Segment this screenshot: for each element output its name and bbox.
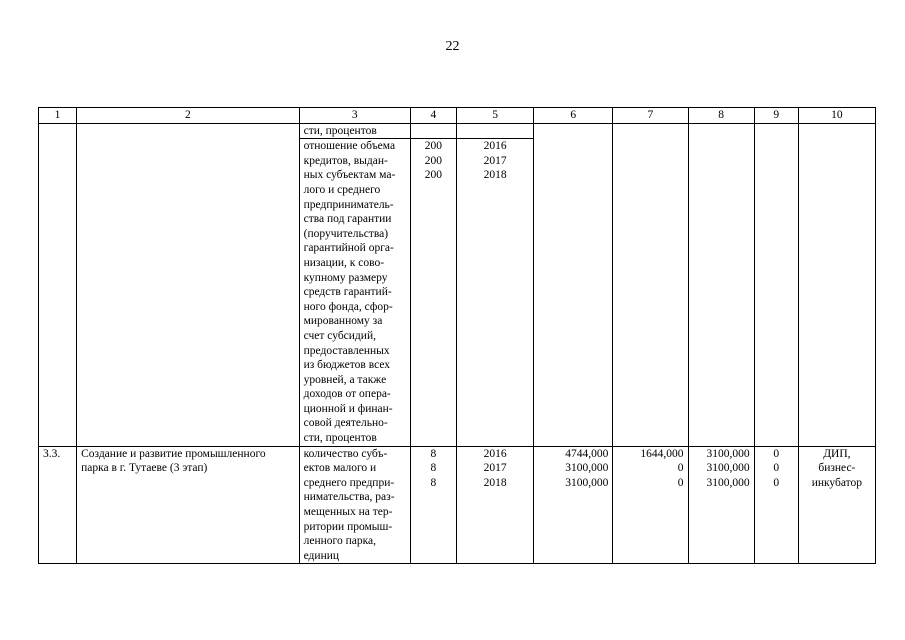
cell-indicator-cont bbox=[299, 139, 410, 446]
cell-indicator-head: сти, процентов bbox=[299, 123, 410, 139]
year: 2018 bbox=[483, 476, 507, 489]
value: 4744,000 bbox=[565, 447, 609, 460]
col-header-5: 5 bbox=[456, 108, 533, 124]
value: 1644,000 bbox=[640, 447, 684, 460]
value: 200 bbox=[424, 169, 443, 182]
cell-num: 3.3. bbox=[39, 446, 77, 564]
text-line: количество субъ- bbox=[303, 447, 388, 460]
value: 0 bbox=[773, 462, 780, 475]
value: 3100,000 bbox=[706, 447, 750, 460]
cell-num-cont bbox=[39, 123, 77, 446]
text-line: ДИП, bbox=[823, 447, 851, 460]
cell-col5-head bbox=[456, 123, 533, 139]
text-line: лого и среднего bbox=[303, 183, 381, 196]
value: 8 bbox=[430, 447, 437, 460]
value: 0 bbox=[677, 476, 684, 489]
value: 3100,000 bbox=[565, 462, 609, 475]
program-table bbox=[38, 107, 876, 564]
value: 0 bbox=[773, 447, 780, 460]
cell-col10 bbox=[798, 446, 875, 564]
text-line: нимательства, раз- bbox=[303, 491, 395, 504]
text-line: среднего предпри- bbox=[303, 476, 395, 489]
col-header-9: 9 bbox=[754, 108, 798, 124]
text-line: ных субъектам ма- bbox=[303, 169, 396, 182]
cell-col10-cont bbox=[798, 123, 875, 446]
value: 8 bbox=[430, 476, 437, 489]
col-header-10: 10 bbox=[798, 108, 875, 124]
value: 8 bbox=[430, 462, 437, 475]
value: 200 bbox=[424, 140, 443, 153]
year: 2017 bbox=[483, 462, 507, 475]
text-line: ектов малого и bbox=[303, 462, 377, 475]
text-line: сти, процентов bbox=[303, 432, 377, 445]
value: 3100,000 bbox=[565, 476, 609, 489]
text-line: совой деятельно- bbox=[303, 417, 388, 430]
text-line: парка в г. Тутаеве (3 этап) bbox=[81, 462, 208, 475]
cell-col7 bbox=[613, 446, 688, 564]
col-header-3: 3 bbox=[299, 108, 410, 124]
header-row bbox=[39, 108, 876, 124]
cell-col8 bbox=[688, 446, 754, 564]
text-line: ного фонда, сфор- bbox=[303, 300, 393, 313]
text-line: ленного парка, bbox=[303, 535, 376, 548]
year: 2018 bbox=[483, 169, 507, 182]
cell-name bbox=[77, 446, 300, 564]
text-line: ритории промыш- bbox=[303, 520, 393, 533]
text-line: (поручительства) bbox=[303, 227, 389, 240]
text-line: Создание и развитие промышленного bbox=[81, 447, 266, 460]
value: 3100,000 bbox=[706, 476, 750, 489]
text-line: кредитов, выдан- bbox=[303, 154, 388, 167]
cell-col7-cont bbox=[613, 123, 688, 446]
value: 0 bbox=[677, 462, 684, 475]
cell-col4 bbox=[410, 446, 456, 564]
cell-indicator bbox=[299, 446, 410, 564]
text-line: доходов от опера- bbox=[303, 388, 391, 401]
text-line: предоставленных bbox=[303, 344, 390, 357]
cell-col9-cont bbox=[754, 123, 798, 446]
cell-col6 bbox=[534, 446, 613, 564]
col-header-1: 1 bbox=[39, 108, 77, 124]
text-line: купному размеру bbox=[303, 271, 388, 284]
value: 3100,000 bbox=[706, 462, 750, 475]
text-line: из бюджетов всех bbox=[303, 359, 391, 372]
year: 2016 bbox=[483, 140, 507, 153]
text-line: ства под гарантии bbox=[303, 213, 392, 226]
text-line: низации, к сово- bbox=[303, 256, 385, 269]
cell-col4-cont bbox=[410, 139, 456, 446]
text-line: ционной и финан- bbox=[303, 402, 393, 415]
cell-col4-head bbox=[410, 123, 456, 139]
text-line: мированному за bbox=[303, 315, 383, 328]
col-header-6: 6 bbox=[534, 108, 613, 124]
text-line: единиц bbox=[303, 549, 340, 562]
text-line: уровней, а также bbox=[303, 373, 387, 386]
text-line: бизнес- bbox=[818, 462, 856, 475]
col-header-7: 7 bbox=[613, 108, 688, 124]
year: 2017 bbox=[483, 154, 507, 167]
col-header-4: 4 bbox=[410, 108, 456, 124]
text-line: гарантийной орга- bbox=[303, 242, 394, 255]
cell-col5-cont bbox=[456, 139, 533, 446]
text-line: инкубатор bbox=[811, 476, 863, 489]
cell-col8-cont bbox=[688, 123, 754, 446]
value: 0 bbox=[773, 476, 780, 489]
cell-name-cont bbox=[77, 123, 300, 446]
text-line: средств гарантий- bbox=[303, 286, 392, 299]
col-header-8: 8 bbox=[688, 108, 754, 124]
table-row-3-3 bbox=[39, 446, 876, 564]
text-line: отношение объема bbox=[303, 140, 396, 153]
text-line: предприниматель- bbox=[303, 198, 394, 211]
cell-col6-cont bbox=[534, 123, 613, 446]
table-row-continuation-head bbox=[39, 123, 876, 139]
cell-col9 bbox=[754, 446, 798, 564]
year: 2016 bbox=[483, 447, 507, 460]
cell-col5 bbox=[456, 446, 533, 564]
text-line: мещенных на тер- bbox=[303, 506, 393, 519]
col-header-2: 2 bbox=[77, 108, 300, 124]
value: 200 bbox=[424, 154, 443, 167]
page-number: 22 bbox=[445, 39, 460, 54]
text-line: счет субсидий, bbox=[303, 329, 376, 342]
